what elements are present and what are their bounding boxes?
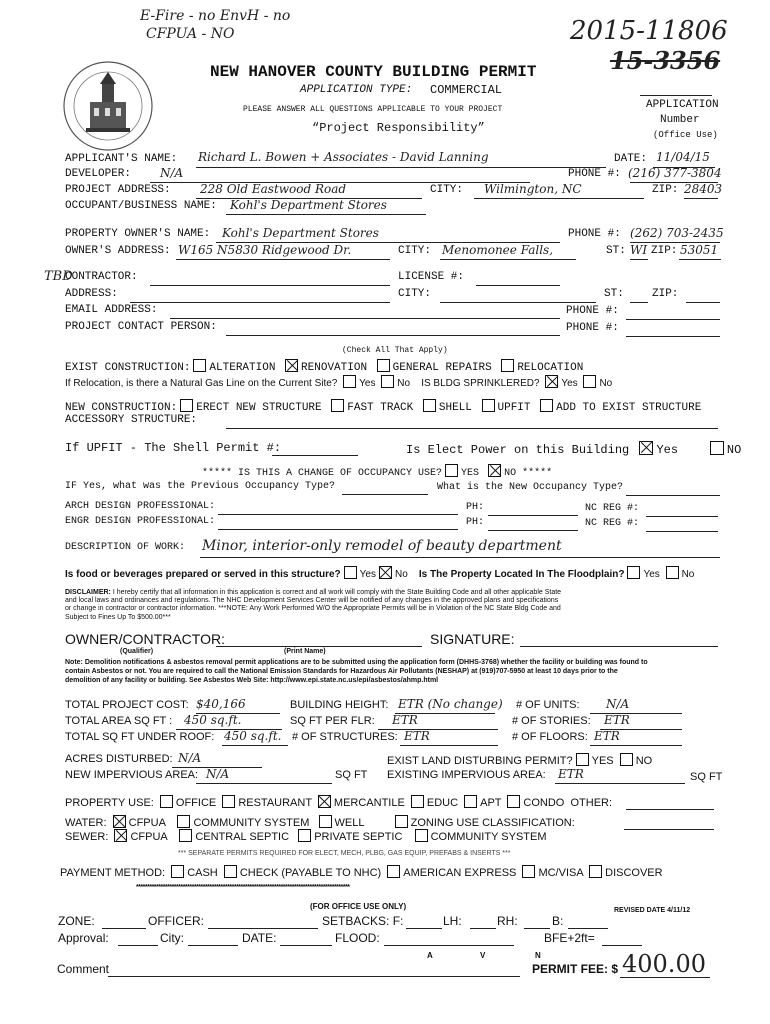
- amex-label: AMERICAN EXPRESS: [403, 867, 517, 879]
- sewer-label: SEWER:: [65, 831, 109, 843]
- bfe-label: BFE+2ft=: [544, 931, 595, 945]
- elect-power-no-checkbox[interactable]: [710, 441, 724, 455]
- water-community-checkbox[interactable]: [177, 815, 190, 828]
- total-cost-label: TOTAL PROJECT COST:: [65, 699, 189, 711]
- instructions: PLEASE ANSWER ALL QUESTIONS APPLICABLE TO YOUR PROJECT: [243, 105, 503, 114]
- exist-impervious-field[interactable]: ETR: [558, 767, 584, 781]
- shell-checkbox[interactable]: [423, 399, 436, 412]
- separate-permits-note: *** SEPARATE PERMITS REQUIRED FOR ELECT, MECH, PLBG, GAS EQUIP, PREFABS & INSERTS ***: [178, 850, 511, 857]
- floodplain-question: Is The Property Located In The Floodplain?: [418, 569, 625, 580]
- sewer-cfpua-checkbox[interactable]: [114, 829, 127, 842]
- food-yes-label: Yes: [359, 569, 376, 580]
- land-disturbing-no-label: NO: [635, 755, 653, 767]
- divider-stars: ************************************************************************************************: [136, 884, 350, 891]
- elect-power-no-label: NO: [726, 443, 742, 457]
- sprinklered-yes-label: Yes: [561, 378, 578, 389]
- fast-track-label: FAST TRACK: [347, 402, 414, 414]
- prev-occupancy-label: IF Yes, what was the Previous Occupancy Type?: [65, 481, 336, 492]
- applicant-name-field[interactable]: Richard L. Bowen + Associates - David Lanning: [198, 150, 489, 164]
- well-label: WELL: [334, 817, 365, 829]
- project-responsibility: “Project Responsibility”: [312, 121, 485, 135]
- building-height-label: BUILDING HEIGHT:: [290, 699, 389, 711]
- occupancy-yes-checkbox[interactable]: [445, 464, 458, 477]
- application-type: COMMERCIAL: [430, 83, 503, 97]
- project-zip-label: ZIP:: [652, 184, 679, 196]
- contact-person-label: PROJECT CONTACT PERSON:: [65, 321, 217, 333]
- sewer-cfpua-label: CFPUA: [130, 831, 168, 843]
- land-disturbing-yes-label: YES: [591, 755, 614, 767]
- elect-power-yes-checkbox[interactable]: [639, 441, 653, 455]
- application-type-label: APPLICATION TYPE:: [300, 84, 413, 96]
- structures-label: # OF STRUCTURES:: [292, 731, 398, 743]
- condo-checkbox[interactable]: [507, 795, 520, 808]
- project-address-field[interactable]: 228 Old Eastwood Road: [200, 182, 347, 196]
- date-label: DATE:: [614, 153, 648, 165]
- relocation-checkbox[interactable]: [501, 359, 514, 372]
- cash-label: CASH: [187, 867, 218, 879]
- check-checkbox[interactable]: [224, 865, 237, 878]
- approval-label: Approval:: [58, 931, 109, 945]
- erect-label: ERECT NEW STRUCTURE: [196, 402, 322, 414]
- flood-label: FLOOD:: [335, 931, 380, 945]
- check-all-note: (Check All That Apply): [342, 346, 448, 355]
- handwritten-permit-number: 2015-11806: [570, 16, 728, 46]
- owner-city-label: CITY:: [398, 245, 432, 257]
- zoning-label: ZONING USE CLASSIFICATION:: [410, 817, 575, 829]
- demolition-note-3: demolition of any facility or building. See Asbestos Web Site: http://www.epi.state.nc.us/epi/asbestos/ahmp.html: [65, 677, 439, 684]
- engr-ph-label: PH:: [466, 517, 485, 528]
- land-disturbing-question: EXIST LAND DISTURBING PERMIT?: [387, 755, 573, 767]
- occupancy-change-question: ***** IS THIS A CHANGE OF OCCUPANCY USE?: [202, 468, 443, 479]
- approval-city-label: City:: [160, 931, 184, 945]
- existing-construction-row: [65, 359, 583, 374]
- owner-contractor-label: OWNER/CONTRACTOR:: [65, 631, 225, 647]
- contractor-address-label: ADDRESS:: [65, 288, 118, 300]
- tbd-note: TBD: [44, 269, 73, 284]
- food-no-label: No: [394, 569, 408, 580]
- disclaimer-block: [65, 589, 561, 622]
- sprinklered-yes-checkbox[interactable]: [545, 375, 558, 388]
- private-septic-checkbox[interactable]: [298, 829, 311, 842]
- disclaimer-label: DISCLAIMER:: [65, 589, 111, 596]
- flood-v: V: [480, 951, 486, 960]
- water-label: WATER:: [65, 817, 107, 829]
- exist-construction-label: EXIST CONSTRUCTION:: [65, 362, 191, 374]
- acres-disturbed-field[interactable]: N/A: [178, 751, 202, 765]
- relocation-gas-question: If Relocation, is there a Natural Gas Line on the Current Site?: [65, 378, 338, 389]
- owner-address-label: OWNER'S ADDRESS:: [65, 245, 171, 257]
- owner-phone-field[interactable]: (262) 703-2435: [630, 226, 724, 240]
- new-occupancy-label: What is the New Occupancy Type?: [437, 482, 624, 493]
- disclaimer-text-3: or change in contractor or contractor information. ***NOTE: Any Work Performed W/O the Appropriate Permits will be in Violation of the NC State Bldg Code and: [65, 605, 561, 613]
- total-area-field[interactable]: 450 sq.ft.: [184, 713, 242, 727]
- exist-impervious-label: EXISTING IMPERVIOUS AREA:: [387, 769, 546, 781]
- owner-phone-label: PHONE #:: [568, 228, 621, 240]
- total-cost-field[interactable]: $40,166: [196, 697, 246, 711]
- engr-nc-reg-label: NC REG #:: [585, 518, 640, 529]
- contractor-label: CONTRACTOR:: [65, 271, 138, 283]
- sprinklered-no-label: No: [599, 378, 613, 389]
- contractor-zip-label: ZIP:: [652, 288, 679, 300]
- license-label: LICENSE #:: [398, 271, 465, 283]
- water-cfpua-checkbox[interactable]: [113, 815, 126, 828]
- shell-label: SHELL: [438, 402, 472, 414]
- central-septic-label: CENTRAL SEPTIC: [195, 831, 290, 843]
- add-to-label: ADD TO EXIST STRUCTURE: [556, 402, 702, 414]
- owner-city-field[interactable]: Menomonee Falls,: [442, 243, 554, 257]
- payment-label: PAYMENT METHOD:: [60, 867, 166, 879]
- setbacks-label: SETBACKS: F:: [322, 914, 404, 928]
- alteration-label: ALTERATION: [209, 362, 276, 374]
- fast-track-checkbox[interactable]: [331, 399, 344, 412]
- gas-yes-label: Yes: [359, 378, 376, 389]
- units-field[interactable]: N/A: [606, 697, 630, 711]
- well-checkbox[interactable]: [319, 815, 332, 828]
- flood-a: A: [427, 951, 433, 960]
- relocation-label: RELOCATION: [517, 362, 584, 374]
- land-disturbing-row: [387, 753, 652, 767]
- food-question: Is food or beverages prepared or served in this structure?: [65, 569, 341, 580]
- new-impervious-label: NEW IMPERVIOUS AREA:: [65, 769, 199, 781]
- cash-checkbox[interactable]: [171, 865, 184, 878]
- occupancy-no-label: NO *****: [504, 468, 553, 479]
- mcvisa-checkbox[interactable]: [522, 865, 535, 878]
- discover-label: DISCOVER: [605, 867, 663, 879]
- application-number-sublabel: Number: [660, 114, 700, 126]
- accessory-label: ACCESSORY STRUCTURE:: [65, 414, 198, 426]
- add-to-checkbox[interactable]: [540, 399, 553, 412]
- water-cfpua-label: CFPUA: [128, 817, 166, 829]
- elect-power-question: Is Elect Power on this Building: [406, 443, 630, 457]
- zone-label: ZONE:: [58, 914, 95, 928]
- elect-power-yes-label: Yes: [656, 443, 679, 457]
- arch-ph-label: PH:: [466, 502, 485, 513]
- exist-impervious-unit: SQ FT: [690, 771, 723, 783]
- new-construction-label: NEW CONSTRUCTION:: [65, 402, 178, 414]
- building-height-field[interactable]: ETR (No change): [398, 697, 503, 711]
- developer-phone-label: PHONE #:: [568, 168, 621, 180]
- elect-power-row: [406, 441, 741, 457]
- occupant-field[interactable]: Kohl's Department Stores: [230, 198, 387, 212]
- disclaimer-text-4: Subject to Fines Up To $500.00***: [65, 613, 171, 621]
- property-use-label: PROPERTY USE:: [65, 797, 154, 809]
- floodplain-yes-label: Yes: [643, 569, 660, 580]
- project-city-field[interactable]: Wilmington, NC: [484, 182, 582, 196]
- occupant-label: OCCUPANT/BUSINESS NAME:: [65, 200, 217, 212]
- contractor-phone-label: PHONE #:: [566, 305, 619, 317]
- mercantile-label: MERCANTILE: [333, 797, 405, 809]
- form-title: NEW HANOVER COUNTY BUILDING PERMIT: [210, 63, 537, 81]
- floors-label: # OF FLOORS:: [512, 731, 588, 743]
- handwritten-review-notes: E-Fire - no EnvH - no: [140, 8, 291, 24]
- food-no-checkbox[interactable]: [379, 566, 392, 579]
- disclaimer-text-2: and local laws and ordinances and regulations. The NHC Development Services Center will be notified of any changes in the approved plans and specifications: [65, 597, 559, 605]
- new-construction-row: [65, 399, 701, 414]
- officer-label: OFFICER:: [148, 914, 204, 928]
- general-repairs-checkbox[interactable]: [377, 359, 390, 372]
- sewer-row: [65, 829, 547, 843]
- land-disturbing-no-checkbox[interactable]: [620, 753, 633, 766]
- office-label: OFFICE: [175, 797, 217, 809]
- office-checkbox[interactable]: [160, 795, 173, 808]
- owner-st-label: ST:: [606, 245, 626, 257]
- apt-checkbox[interactable]: [464, 795, 477, 808]
- water-row: [65, 815, 575, 829]
- demolition-note: [65, 658, 648, 685]
- flood-n: N: [535, 951, 541, 960]
- alteration-checkbox[interactable]: [193, 359, 206, 372]
- handwritten-cfpua-note: CFPUA - NO: [146, 26, 235, 42]
- application-number-label: APPLICATION: [646, 99, 719, 111]
- condo-label: CONDO: [523, 797, 565, 809]
- applicant-name-label: APPLICANT'S NAME:: [65, 153, 178, 165]
- disclaimer-text-1: I hereby certify that all information in this application is correct and all work will comply with the State Building Code and all other applicable State: [110, 589, 562, 596]
- land-disturbing-yes-checkbox[interactable]: [576, 753, 589, 766]
- water-community-label: COMMUNITY SYSTEM: [193, 817, 310, 829]
- mcvisa-label: MC/VISA: [538, 867, 584, 879]
- comment-label: Comment: [57, 962, 110, 976]
- food-floodplain-row: [65, 566, 694, 580]
- discover-checkbox[interactable]: [589, 865, 602, 878]
- description-field[interactable]: Minor, interior-only remodel of beauty department: [202, 538, 562, 554]
- county-seal-logo: [62, 60, 154, 157]
- email-label: EMAIL ADDRESS:: [65, 304, 158, 316]
- upfit-checkbox[interactable]: [482, 399, 495, 412]
- contact-phone-label: PHONE #:: [566, 322, 619, 334]
- private-septic-label: PRIVATE SEPTIC: [314, 831, 403, 843]
- sqft-per-floor-field[interactable]: ETR: [392, 713, 418, 727]
- restaurant-label: RESTAURANT: [238, 797, 312, 809]
- stories-field[interactable]: ETR: [604, 713, 630, 727]
- developer-label: DEVELOPER:: [65, 168, 132, 180]
- date-field[interactable]: 11/04/15: [656, 150, 710, 164]
- payment-row: [60, 865, 663, 879]
- property-owner-label: PROPERTY OWNER'S NAME:: [65, 228, 211, 240]
- floors-field[interactable]: ETR: [594, 729, 620, 743]
- central-septic-checkbox[interactable]: [179, 829, 192, 842]
- occupancy-no-checkbox[interactable]: [488, 464, 501, 477]
- demolition-note-1: Note: Demolition notifications & asbestos removal permit applications are to be submitted using the application form (DHHS-3768) whether the facility or building was found to: [65, 659, 648, 666]
- sqft-per-floor-label: SQ FT PER FLR:: [290, 715, 375, 727]
- under-roof-field[interactable]: 450 sq.ft.: [224, 729, 282, 743]
- qualifier-note: (Qualifier): [120, 648, 154, 655]
- owner-zip-field[interactable]: 53051: [680, 243, 719, 257]
- permit-fee-label: PERMIT FEE: $: [532, 962, 619, 976]
- lh-label: LH:: [443, 914, 462, 928]
- signature-label: SIGNATURE:: [430, 631, 515, 647]
- new-impervious-unit: SQ FT: [335, 769, 368, 781]
- owner-address-field[interactable]: W165 N5830 Ridgewood Dr.: [178, 243, 352, 257]
- upfit-label: UPFIT: [497, 402, 531, 414]
- mercantile-checkbox[interactable]: [318, 795, 331, 808]
- apt-label: APT: [480, 797, 502, 809]
- renovation-label: RENOVATION: [301, 362, 368, 374]
- engr-design-label: ENGR DESIGN PROFESSIONAL:: [65, 516, 216, 527]
- project-zip-field[interactable]: 28403: [684, 182, 723, 196]
- floodplain-no-label: No: [681, 569, 695, 580]
- upfit-shell-label: If UPFIT - The Shell Permit #:: [65, 441, 282, 455]
- approval-date-label: DATE:: [242, 931, 277, 945]
- food-yes-checkbox[interactable]: [344, 566, 357, 579]
- permit-fee-field[interactable]: 400.00: [622, 950, 706, 978]
- sewer-community-checkbox[interactable]: [415, 829, 428, 842]
- project-address-label: PROJECT ADDRESS:: [65, 184, 171, 196]
- arch-nc-reg-label: NC REG #:: [585, 503, 640, 514]
- gas-yes-checkbox[interactable]: [343, 375, 356, 388]
- developer-field[interactable]: N/A: [160, 166, 184, 180]
- gas-no-label: No: [397, 378, 411, 389]
- renovation-checkbox[interactable]: [285, 359, 298, 372]
- gas-no-checkbox[interactable]: [381, 375, 394, 388]
- zoning-checkbox[interactable]: [395, 815, 408, 828]
- handwritten-permit-number-2: 15-3356: [610, 46, 721, 75]
- property-owner-field[interactable]: Kohl's Department Stores: [222, 226, 379, 240]
- b-label: B:: [552, 914, 564, 928]
- educ-checkbox[interactable]: [411, 795, 424, 808]
- structures-field[interactable]: ETR: [404, 729, 430, 743]
- stories-label: # OF STORIES:: [512, 715, 591, 727]
- arch-design-label: ARCH DESIGN PROFESSIONAL:: [65, 501, 216, 512]
- occupancy-change-row: [202, 464, 552, 479]
- other-label: OTHER:: [570, 797, 613, 809]
- sewer-community-label: COMMUNITY SYSTEM: [430, 831, 547, 843]
- office-use-note: (Office Use): [653, 130, 718, 140]
- print-name-note: (Print Name): [284, 648, 326, 655]
- total-area-label: TOTAL AREA SQ FT :: [65, 715, 173, 727]
- units-label: # OF UNITS:: [516, 699, 580, 711]
- owner-st-field[interactable]: WI: [630, 243, 648, 257]
- under-roof-label: TOTAL SQ FT UNDER ROOF:: [65, 731, 215, 743]
- office-use-only: (FOR OFFICE USE ONLY): [310, 902, 407, 911]
- project-city-label: CITY:: [430, 184, 464, 196]
- check-label: CHECK (PAYABLE TO NHC): [239, 867, 382, 879]
- relocation-gas-row: [65, 375, 612, 389]
- description-label: DESCRIPTION OF WORK:: [65, 542, 186, 553]
- owner-zip-label: ZIP:: [651, 245, 678, 257]
- general-repairs-label: GENERAL REPAIRS: [392, 362, 492, 374]
- contractor-st-label: ST:: [604, 288, 624, 300]
- new-impervious-field[interactable]: N/A: [206, 767, 230, 781]
- amex-checkbox[interactable]: [387, 865, 400, 878]
- educ-label: EDUC: [426, 797, 459, 809]
- restaurant-checkbox[interactable]: [222, 795, 235, 808]
- property-use-row: [65, 795, 612, 809]
- acres-disturbed-label: ACRES DISTURBED:: [65, 753, 173, 765]
- sprinklered-question: IS BLDG SPRINKLERED?: [421, 378, 540, 389]
- occupancy-yes-label: YES: [461, 468, 480, 479]
- revised-date: REVISED DATE 4/11/12: [614, 907, 691, 914]
- contractor-city-label: CITY:: [398, 288, 432, 300]
- developer-phone-field[interactable]: (216) 377-3804: [628, 166, 722, 180]
- sprinklered-no-checkbox[interactable]: [583, 375, 596, 388]
- rh-label: RH:: [497, 914, 518, 928]
- erect-checkbox[interactable]: [180, 399, 193, 412]
- demolition-note-2: contain Asbestos or not. You are required to call the National Emission Standards for Hazardous Air Pollutants (NESHAP) at (919)707-5950 at least 10 days prior to the: [65, 668, 618, 675]
- floodplain-yes-checkbox[interactable]: [627, 566, 640, 579]
- floodplain-no-checkbox[interactable]: [666, 566, 679, 579]
